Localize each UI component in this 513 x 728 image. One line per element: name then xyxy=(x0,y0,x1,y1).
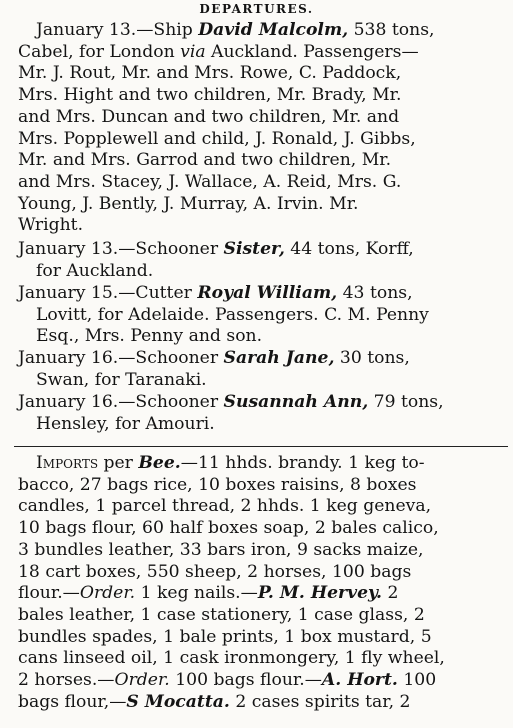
departure-entry-royal-william xyxy=(18,283,508,348)
text-line: Mr. and Mrs. Garrod and two children, Mr. xyxy=(18,150,392,171)
text-line: 10 bags flour, 60 half boxes soap, 2 bales calico, xyxy=(18,518,439,539)
order-label: Order. xyxy=(79,583,136,604)
text-line: for Auckland. xyxy=(36,260,154,281)
text-line: 3 bundles leather, 33 bars iron, 9 sacks maize, xyxy=(18,539,424,560)
text-line: 18 cart boxes, 550 sheep, 2 horses, 100 bags xyxy=(18,561,412,582)
section-divider xyxy=(14,446,508,447)
text-line: Mr. J. Rout, Mr. and Mrs. Rowe, C. Paddock, xyxy=(18,63,402,84)
text-line: cans linseed oil, 1 cask ironmongery, 1 fly wheel, xyxy=(18,648,445,669)
text-line: Imports per Bee.—11 hhds. brandy. 1 keg to- xyxy=(36,453,425,473)
departure-entry-david-malcolm xyxy=(18,20,508,237)
text-line: Mrs. Hight and two children, Mr. Brady, Mr. xyxy=(18,85,402,106)
text-line: Young, J. Bently, J. Murray, A. Irvin. Mr. xyxy=(18,193,359,214)
text-line: January 13.—Schooner Sister, 44 tons, Korff, xyxy=(18,239,414,259)
text-line: 2 horses.—Order. 100 bags flour.—A. Hort. 100 xyxy=(18,670,437,691)
text-line: Lovitt, for Adelaide. Passengers. C. M. Penny xyxy=(36,304,429,325)
text-line: and Mrs. Stacey, J. Wallace, A. Reid, Mrs. G. xyxy=(18,171,402,192)
consignee-name: A. Hort. xyxy=(321,670,398,691)
text-line: candles, 1 parcel thread, 2 hhds. 1 keg geneva, xyxy=(18,496,432,517)
text-line: bales leather, 1 case stationery, 1 case glass, 2 xyxy=(18,604,425,625)
text-line: January 15.—Cutter Royal William, 43 tons, xyxy=(18,283,413,303)
text-line: Wright. xyxy=(18,215,84,236)
vessel-name: Bee. xyxy=(138,453,181,473)
ship-name: Sarah Jane, xyxy=(223,348,335,368)
text-line: bacco, 27 bags rice, 10 boxes raisins, 8 boxes xyxy=(18,474,417,495)
ship-name: Royal William, xyxy=(197,283,338,303)
text-line: January 13.—Ship David Malcolm, 538 tons, xyxy=(36,20,435,40)
order-label: Order. xyxy=(114,670,170,691)
ship-name: Sister, xyxy=(223,239,285,259)
departure-entry-susannah-ann xyxy=(18,392,508,435)
text-line: flour.—Order. 1 keg nails.—P. M. Hervey. 2 xyxy=(18,583,399,604)
imports-paragraph xyxy=(18,453,508,713)
text-line: January 16.—Schooner Sarah Jane, 30 tons, xyxy=(18,348,410,368)
text-line: Swan, for Taranaki. xyxy=(36,369,207,390)
text-line: Cabel, for London via Auckland. Passengers— xyxy=(18,41,419,62)
section-heading: DEPARTURES. xyxy=(199,2,314,16)
consignee-name: P. M. Hervey. xyxy=(257,583,383,604)
imports-label: Imports xyxy=(36,453,99,473)
text-line: January 16.—Schooner Susannah Ann, 79 tons, xyxy=(18,392,444,412)
text-line: Hensley, for Amouri. xyxy=(36,413,215,434)
ship-name: David Malcolm, xyxy=(198,20,349,40)
text-line: Esq., Mrs. Penny and son. xyxy=(36,326,263,347)
text-line: and Mrs. Duncan and two children, Mr. and xyxy=(18,106,400,127)
text-line: bags flour,—S Mocatta. 2 cases spirits tar, 2 xyxy=(18,691,411,712)
departure-entry-sarah-jane xyxy=(18,348,508,391)
text-line: bundles spades, 1 bale prints, 1 box mustard, 5 xyxy=(18,626,432,647)
text-line: Mrs. Popplewell and child, J. Ronald, J. Gibbs, xyxy=(18,128,416,149)
departure-entry-sister xyxy=(18,239,508,282)
ship-name: Susannah Ann, xyxy=(223,392,369,412)
consignee-name: S Mocatta. xyxy=(126,691,230,712)
